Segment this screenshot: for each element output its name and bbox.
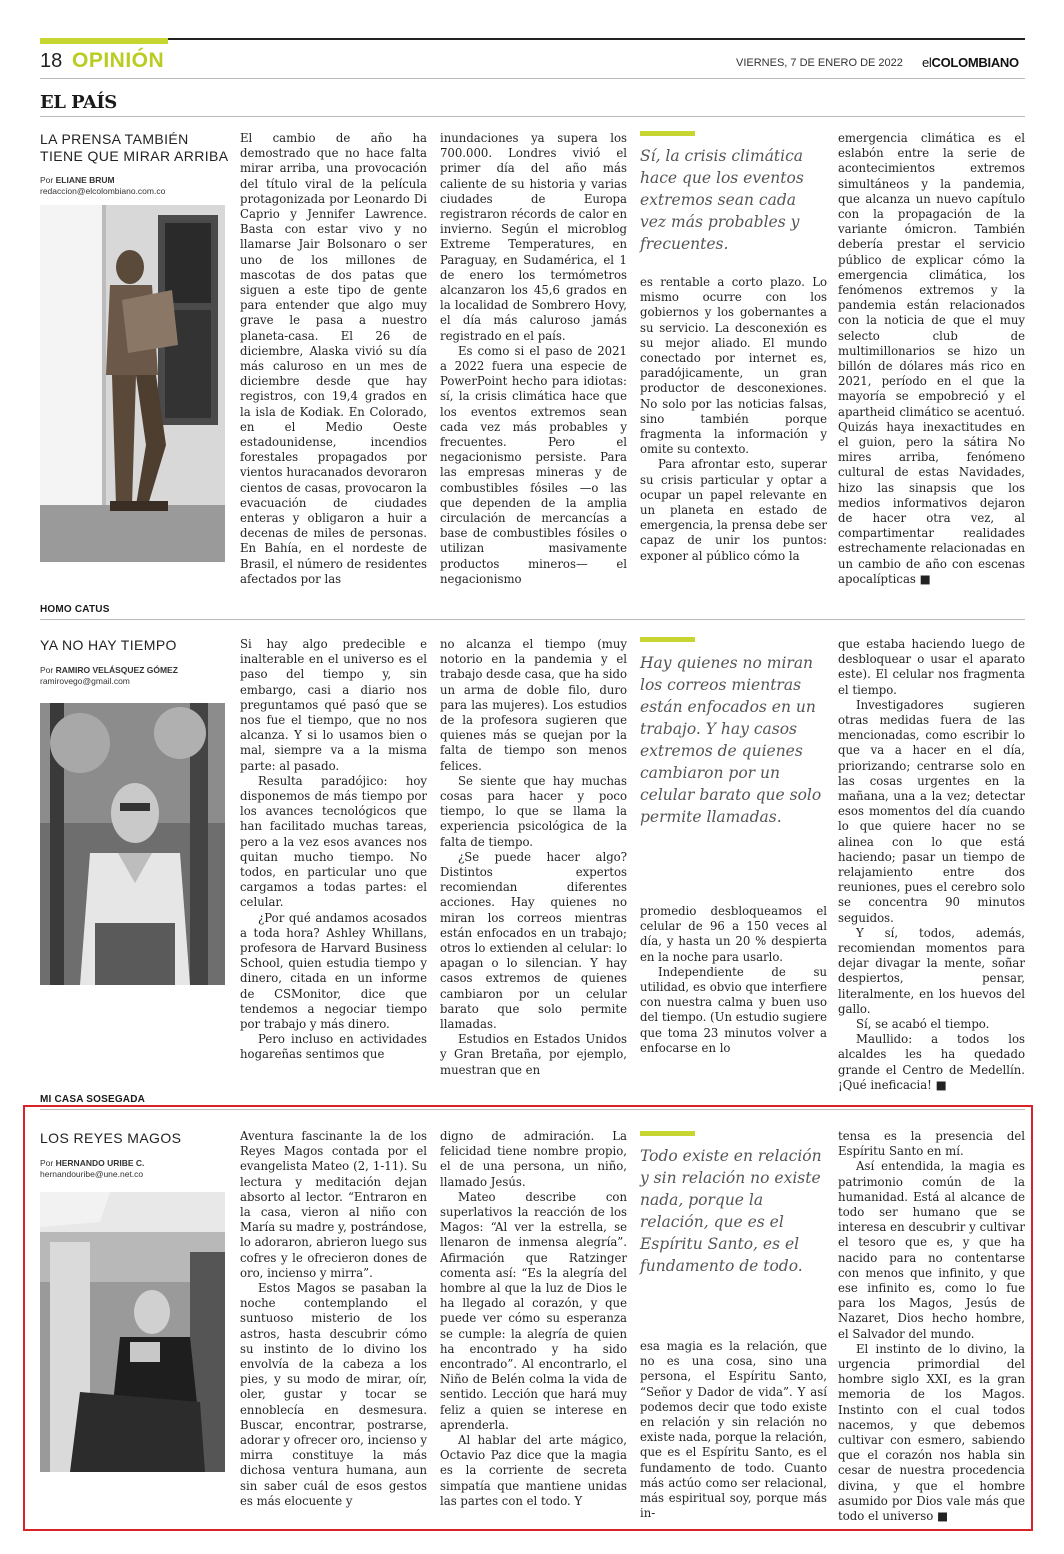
publication-date: VIERNES, 7 DE ENERO DE 2022 — [736, 57, 903, 69]
author-seated-portrait-photo — [40, 1192, 225, 1472]
logo-prefix: el — [922, 55, 932, 70]
pull-quote-accent — [640, 637, 695, 642]
paragraph: Independiente de su utilidad, es obvio que interfiere con nuestra calma y buen uso del tiempo. (Un estudio sugiere que toma 23 minutos volver a enfocarse en lo — [640, 964, 827, 1055]
article-rule — [40, 619, 1025, 620]
pull-quote: Hay quienes no miran los correos mientras están enfocados en un trabajo. Y hay casos extremos de quienes cambiaron por un celular barato que solo permite llamadas. — [640, 654, 822, 826]
author-email: ramirovego@gmail.com — [40, 676, 130, 686]
author-name: RAMIRO VELÁSQUEZ GÓMEZ — [55, 665, 178, 675]
paragraph: Sí, se acabó el tiempo. — [856, 1017, 990, 1032]
paragraph: Mateo describe con superlativos la reacción de los Magos: “Al ver la estrella, se llenaron de inmensa alegría”. Afirmación que Ratzinger comenta así: “Es la alegría del hombre al que la luz de Dios le ha llegado al corazón, y que puede ver cómo su esperanza se cumple: la alegría de quien ha encontrado y ha sido encontrado”. Al encontrarlo, el Niño de Belén colma la vida de sentido. Lección que hará muy feliz a quien se interese en aprenderla. — [440, 1189, 627, 1432]
paragraph: Estos Magos se pasaban la noche contemplando el suntuoso misterio de los astros, hasta descubrir cómo su instinto de lo divino los envolvía de la cabeza a los pies, y su modo de mirar, oír, oler, gustar y tocar se ennoblecía en desmesura. Buscar, encontrar, postrarse, adorar y ofrecer oro, incienso y mirra constituye la más dichosa ventura humana, aun sin saber cuál de esos gestos es más elocuente y — [240, 1281, 427, 1508]
author-portrait-photo — [40, 703, 225, 985]
paragraph: ¿Se puede hacer algo? Distintos expertos recomiendan diferentes acciones. Hay quienes no miran los correos mientras están enfocados en un trabajo; otros lo extienden al celular: lo apagan o lo silencian. Y hay casos extremos de quienes cambiaron por un celular barato que solo permite llamadas. — [440, 849, 627, 1032]
article-column-2 — [440, 1129, 627, 1509]
page-number: 18 — [40, 50, 63, 72]
article-column-3 — [640, 1339, 827, 1521]
header-bottom-rule — [40, 78, 1025, 79]
byline-prefix: Por — [40, 175, 54, 185]
article-column-3 — [640, 904, 827, 1056]
paragraph: digno de admiración. La felicidad tiene nombre propio, el de una persona, un niño, llamado Jesús. — [440, 1129, 627, 1189]
paragraph: que estaba haciendo luego de desbloquear o usar el aparato este). El celular nos fragmenta el tiempo. — [838, 637, 1025, 697]
article-column-2 — [440, 637, 627, 1078]
paragraph: Investigadores sugieren otras medidas fuera de las mencionadas, como escribir lo que va a hacer en el día, priorizando; centrarse solo en las cosas urgentes en la mañana, una a la vez; detectar esos momentos del día cuando lo que quiere hacer no se alinea con lo que está haciendo; pasar un tiempo de relajamiento entre dos reuniones, pues el cerebro solo se concentra 90 minutos seguidos. — [838, 697, 1025, 925]
column-section-label: MI CASA SOSEGADA — [40, 1094, 146, 1105]
paragraph: no alcanza el tiempo (muy notorio en la pandemia y el trabajo desde casa, que ha sido un arma de doble filo, duro para las mujeres). Los estudios de la profesora sugieren que quienes más se quejan por la falta de tiempo son menos felices. — [440, 637, 627, 773]
paragraph: Resulta paradójico: hoy disponemos de más tiempo por los avances tecnológicos que han facilitado muchas tareas, pero a la vez esos avances nos quitan mucho tiempo. No todos, en particular uno que cargamos a todas partes: el celular. — [240, 773, 427, 910]
paragraph: Maullido: a todos los alcaldes les ha quedado grande el Centro de Medellín. ¡Qué ineficacia! ■ — [838, 1032, 1025, 1093]
author-name: HERNANDO URIBE C. — [55, 1158, 145, 1168]
column-section-label: HOMO CATUS — [40, 604, 110, 615]
paragraph: Pero incluso en actividades hogareñas sentimos que — [240, 1032, 427, 1062]
byline-prefix: Por — [40, 665, 54, 675]
author-name: ELIANE BRUM — [55, 175, 115, 185]
byline-prefix: Por — [40, 1158, 54, 1168]
article-column-1 — [240, 1129, 427, 1509]
article-column-1 — [240, 637, 427, 1063]
header-top-rule — [40, 38, 1025, 40]
paragraph: Y sí, todos, además, recomiendan momentos para dejar divagar la mente, soñar despiertos, pensar, literalmente, en los huevos del gallo. — [838, 925, 1025, 1016]
byline — [40, 1158, 230, 1180]
author-email: hernandouribe@une.net.co — [40, 1169, 144, 1179]
article-column-4 — [838, 1129, 1025, 1524]
pull-quote: Todo existe en relación y sin relación no existe nada, porque la relación, que es el Espíritu Santo, es el fundamento de todo. — [640, 1147, 822, 1275]
source-logo: EL PAÍS — [40, 92, 117, 113]
article-headline: LA PRENSA TAMBIÉN TIENE QUE MIRAR ARRIBA — [40, 131, 229, 164]
article-headline: LOS REYES MAGOS — [40, 1130, 182, 1146]
paragraph: emergencia climática es el eslabón entre la serie de acontecimientos extremos simultáneos y la pandemia, que alcanza un nuevo capítulo con la propagación de la variante ómicron. También debería prestar el servicio público de explicar cómo la emergencia climática, los fenómenos extremos y la pandemia están relacionados con la noticia de que el muy selecto club de multimillonarios se hizo un billón de dólares más rico en 2021, período en el que la mayoría se empobreció y el apartheid climático se acentuó. Quizás haya inexactitudes en el guion, pero la sátira No mires arriba, fenómeno cultural de estas Navidades, hizo las sinapsis que los medios informativos dejaron de hacer otra vez, al compartimentar realidades estrechamente relacionadas en un cambio de año con escenas apocalípticas ■ — [838, 131, 1025, 587]
article-headline: YA NO HAY TIEMPO — [40, 637, 177, 653]
paragraph: es rentable a corto plazo. Lo mismo ocurre con los gobiernos y los gobernantes a su servicio. La desconexión es su mejor aliado. El mundo conectado por internet es, paradójicamente, un gran productor de desconexiones. No solo por las noticias falsas, sino también porque fragmenta la información y omite su contexto. — [640, 275, 827, 457]
paragraph: tensa es la presencia del Espíritu Santo en mí. — [838, 1129, 1025, 1159]
section-accent-bar — [40, 38, 168, 44]
article-column-4 — [838, 637, 1025, 1093]
paragraph: El instinto de lo divino, la urgencia primordial del hombre siglo XXI, es la gran memoria de los Magos. Instinto con el cual todos nacemos, y que debemos cultivar con esmero, sabiendo que el corazón nos habla sin cesar de nuestra procedencia divina, y que el hombre asumido por Dios vale más que todo el universo ■ — [838, 1342, 1025, 1524]
paragraph: promedio desbloqueamos el celular de 96 a 150 veces al día, y hasta un 20 % despierta en la noche para usarlo. — [640, 904, 827, 964]
author-email: redaccion@elcolombiano.com.co — [40, 186, 166, 196]
article-column-1 — [240, 131, 427, 587]
paragraph: Para afrontar esto, superar su crisis particular y optar a ocupar un papel relevante en un planeta en estado de emergencia, la prensa debe ser capaz de unir los puntos: exponer al público cómo la — [640, 457, 827, 563]
article-rule — [40, 1109, 1025, 1110]
paragraph: Aventura fascinante la de los Reyes Magos contada por el evangelista Mateo (2, 1-11). Su lectura y meditación dejan absorto al lector. “Entraron en la casa, vieron al niño con María su madre y, postrándose, lo adoraron, abrieron luego sus cofres y le ofrecieron dones de oro, incienso y mirra”. — [240, 1129, 427, 1280]
paragraph: esa magia es la relación, que no es una cosa, sino una persona, el Espíritu Santo, “Señor y Dador de vida”. Y así podemos decir que todo existe en relación y sin relación no existe nada, porque la relación, que es el Espíritu Santo, es el fundamento de todo. Cuanto más actúo como ser relacional, más espiritual soy, porque más in- — [640, 1339, 827, 1521]
section-title: OPINIÓN — [72, 49, 165, 72]
byline — [40, 175, 230, 197]
pull-quote: Sí, la crisis climática hace que los eventos extremos sean cada vez más probables y frecuentes. — [640, 147, 804, 253]
article-column-4 — [838, 131, 1025, 587]
article-rule — [40, 116, 1025, 117]
paragraph: ¿Por qué andamos acosados a toda hora? Ashley Whillans, profesora de Harvard Business School, quien estudia tiempo y dinero, citada en un informe de CSMonitor, dice que tendemos a negociar tiempo por trabajo y más dinero. — [240, 910, 427, 1032]
paragraph: Es como si el paso de 2021 a 2022 fuera una especie de PowerPoint hecho para idiotas: sí, la crisis climática hace que los eventos extremos sean cada vez más probables y frecuentes. Pero el negacionismo persiste. Para las empresas mineras y de combustibles fósiles —o las que dependen de la amplia circulación de mercancías a base de combustibles fósiles o utilizan masivamente productos mineros— el negacionismo — [440, 343, 627, 586]
byline — [40, 665, 230, 687]
article-column-3 — [640, 275, 827, 564]
paragraph: Así entendida, la magia es patrimonio común de la humanidad. Está al alcance de todo ser humano que se interesa en descubrir y cultivar el tesoro que es, y que ha nacido para no contentarse con menos que infinito, y que ese infinito es, como lo fue para los Magos, Jesús de Nazaret, Dios hecho hombre, el Salvador del mundo. — [838, 1159, 1025, 1341]
pull-quote-accent — [640, 131, 695, 136]
newspaper-logo — [922, 55, 1019, 70]
paragraph: Se siente que hay muchas cosas para hacer y poco tiempo, lo que se llama la experiencia psicológica de la falta de tiempo. — [440, 773, 627, 849]
pull-quote-accent — [640, 1131, 695, 1136]
paragraph: Al hablar del arte mágico, Octavio Paz dice que la magia es la corriente de secreta simpatía que mantiene unidas las partes con el todo. Y — [440, 1433, 627, 1508]
paragraph: El cambio de año ha demostrado que no hace falta mirar arriba, una provocación del título viral de la película protagonizada por Leonardo Di Caprio y Jennifer Lawrence. Basta con estar vivo y no llamarse Jair Bolsonaro o ser uno de los millones de mascotas de dos patas que siguen a este tipo de gente para entender que algo muy grave le pasa a nuestro planeta-casa. El 26 de diciembre, Alaska vivió su día más caluroso en un mes de diciembre desde que hay registros, con 19,4 grados en la isla de Kodiak. En Colorado, en el Medio Oeste estadounidense, incendios forestales propagados por vientos huracanados devoraron cientos de casas, provocaron la evacuación de ciudades enteras y obligaron a huir a decenas de miles de personas. En Bahía, en el nordeste de Brasil, el número de residentes afectados por las — [240, 131, 427, 586]
article-column-2 — [440, 131, 627, 587]
paragraph: inundaciones ya supera los 700.000. Londres vivió el primer día del año más caliente de su historia y varias ciudades de Europa registraron récords de calor en invierno. Según el microblog Extreme Temperatures, en Paraguay, en Sudamérica, el 1 de enero los termómetros alcanzaron los 45,6 grados en la localidad de Sombrero Hovy, el día más caluroso jamás registrado en el país. — [440, 131, 627, 343]
paragraph: Si hay algo predecible e inalterable en el universo es el paso del tiempo y, sin embargo, casi a diario nos preguntamos qué pasó que se nos fue el tiempo, que no nos alcanza. Y si lo usamos bien o mal, siempre va a la misma parte: al pasado. — [240, 637, 427, 773]
statue-reading-newspaper-photo — [40, 205, 225, 562]
logo-name: COLOMBIANO — [931, 55, 1019, 70]
paragraph: Estudios en Estados Unidos y Gran Bretaña, por ejemplo, muestran que en — [440, 1032, 627, 1077]
